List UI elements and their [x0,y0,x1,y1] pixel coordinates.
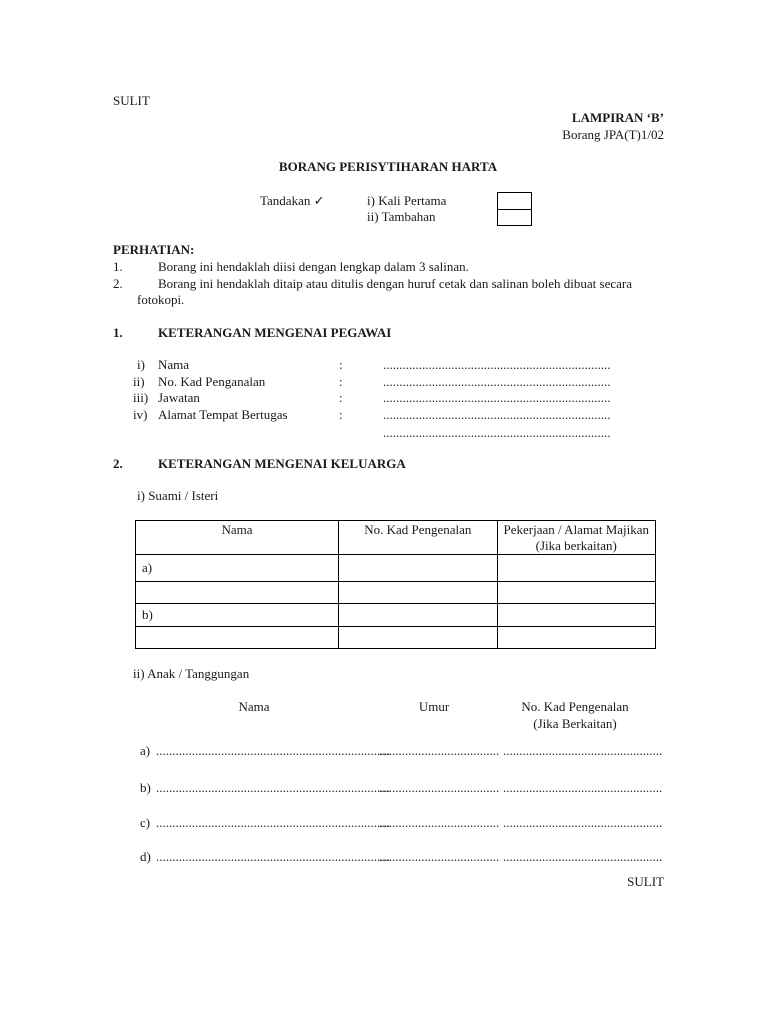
field-label: Nama [158,357,190,372]
children-label: ii) Anak / Tanggungan [133,666,250,681]
table-header-row [136,521,656,555]
field-colon: : [339,390,343,405]
children-column-name: Nama [238,699,270,714]
table-cell[interactable] [497,555,655,582]
field-number: ii) [133,374,145,389]
row-letter: a) [140,743,151,758]
table-cell[interactable] [339,604,497,627]
form-code: Borang JPA(T)1/02 [562,127,664,142]
section-heading-officer: KETERANGAN MENGENAI PEGAWAI [158,325,392,340]
field-fill-line[interactable]: ...................................................................... [383,374,611,389]
column-header: Pekerjaan / Alamat Majikan (Jika berkaitan) [497,521,655,555]
field-fill-line[interactable]: ...................................................................... [383,357,611,372]
table-cell[interactable]: b) [136,604,339,627]
table-cell[interactable] [339,627,497,649]
field-number: i) [137,357,145,372]
note-number: 2. [113,276,123,291]
field-fill-line[interactable]: ...................................................................... [383,390,611,405]
child-name-fill[interactable]: ........................................................................ [156,849,390,864]
table-cell[interactable] [497,582,655,604]
child-ic-fill[interactable]: ................................................. [503,743,663,758]
field-fill-line[interactable]: ...................................................................... [383,407,611,422]
table-row [136,555,656,582]
child-ic-fill[interactable]: ................................................. [503,815,663,830]
checkbox-additional[interactable] [497,209,532,226]
field-colon: : [339,374,343,389]
notes-heading: PERHATIAN: [113,242,195,257]
table-cell[interactable] [136,582,339,604]
note-text: Borang ini hendaklah ditaip atau ditulis dengan huruf cetak dan salinan boleh dibuat secara [158,276,632,291]
children-column-ic-note: (Jika Berkaitan) [533,716,617,731]
child-name-fill[interactable]: ........................................................................ [156,780,390,795]
row-letter: d) [140,849,151,864]
note-text: Borang ini hendaklah diisi dengan lengkap dalam 3 salinan. [158,259,469,274]
child-ic-fill[interactable]: ................................................. [503,849,663,864]
spouse-table [135,520,656,649]
note-text-continuation: fotokopi. [137,292,185,307]
field-label: Jawatan [158,390,200,405]
child-age-fill[interactable]: ..................................... [379,815,500,830]
option-additional: ii) Tambahan [367,209,436,224]
table-row [136,627,656,649]
table-cell[interactable] [136,627,339,649]
tick-instruction: Tandakan ✓ [260,193,325,208]
spouse-label: i) Suami / Isteri [137,488,219,503]
field-colon: : [339,407,343,422]
section-number: 2. [113,456,123,471]
field-label: Alamat Tempat Bertugas [158,407,288,422]
child-age-fill[interactable]: ..................................... [379,743,500,758]
table-cell[interactable]: a) [136,555,339,582]
field-label: No. Kad Penganalan [158,374,266,389]
form-title: BORANG PERISYTIHARAN HARTA [278,159,498,174]
checkbox-first-time[interactable] [497,192,532,210]
section-heading-family: KETERANGAN MENGENAI KELUARGA [158,456,406,471]
children-column-age: Umur [418,699,450,714]
column-header: Nama [136,521,339,555]
field-fill-line-extra[interactable]: ...................................................................... [383,425,611,440]
child-ic-fill[interactable]: ................................................. [503,780,663,795]
field-number: iii) [133,390,149,405]
appendix-label: LAMPIRAN ‘B’ [571,110,664,125]
classification-bottom: SULIT [627,874,664,889]
table-cell[interactable] [497,627,655,649]
column-header: No. Kad Pengenalan [339,521,497,555]
child-name-fill[interactable]: ........................................................................ [156,815,390,830]
field-number: iv) [133,407,148,422]
table-row [136,604,656,627]
note-number: 1. [113,259,123,274]
section-number: 1. [113,325,123,340]
row-letter: c) [140,815,151,830]
child-age-fill[interactable]: ..................................... [379,849,500,864]
child-name-fill[interactable]: ........................................................................ [156,743,390,758]
table-cell[interactable] [339,582,497,604]
option-first-time: i) Kali Pertama [367,193,447,208]
field-colon: : [339,357,343,372]
child-age-fill[interactable]: ..................................... [379,780,500,795]
table-row [136,582,656,604]
classification-top: SULIT [113,93,150,108]
children-column-ic: No. Kad Pengenalan [521,699,629,714]
row-letter: b) [140,780,151,795]
table-cell[interactable] [339,555,497,582]
table-cell[interactable] [497,604,655,627]
